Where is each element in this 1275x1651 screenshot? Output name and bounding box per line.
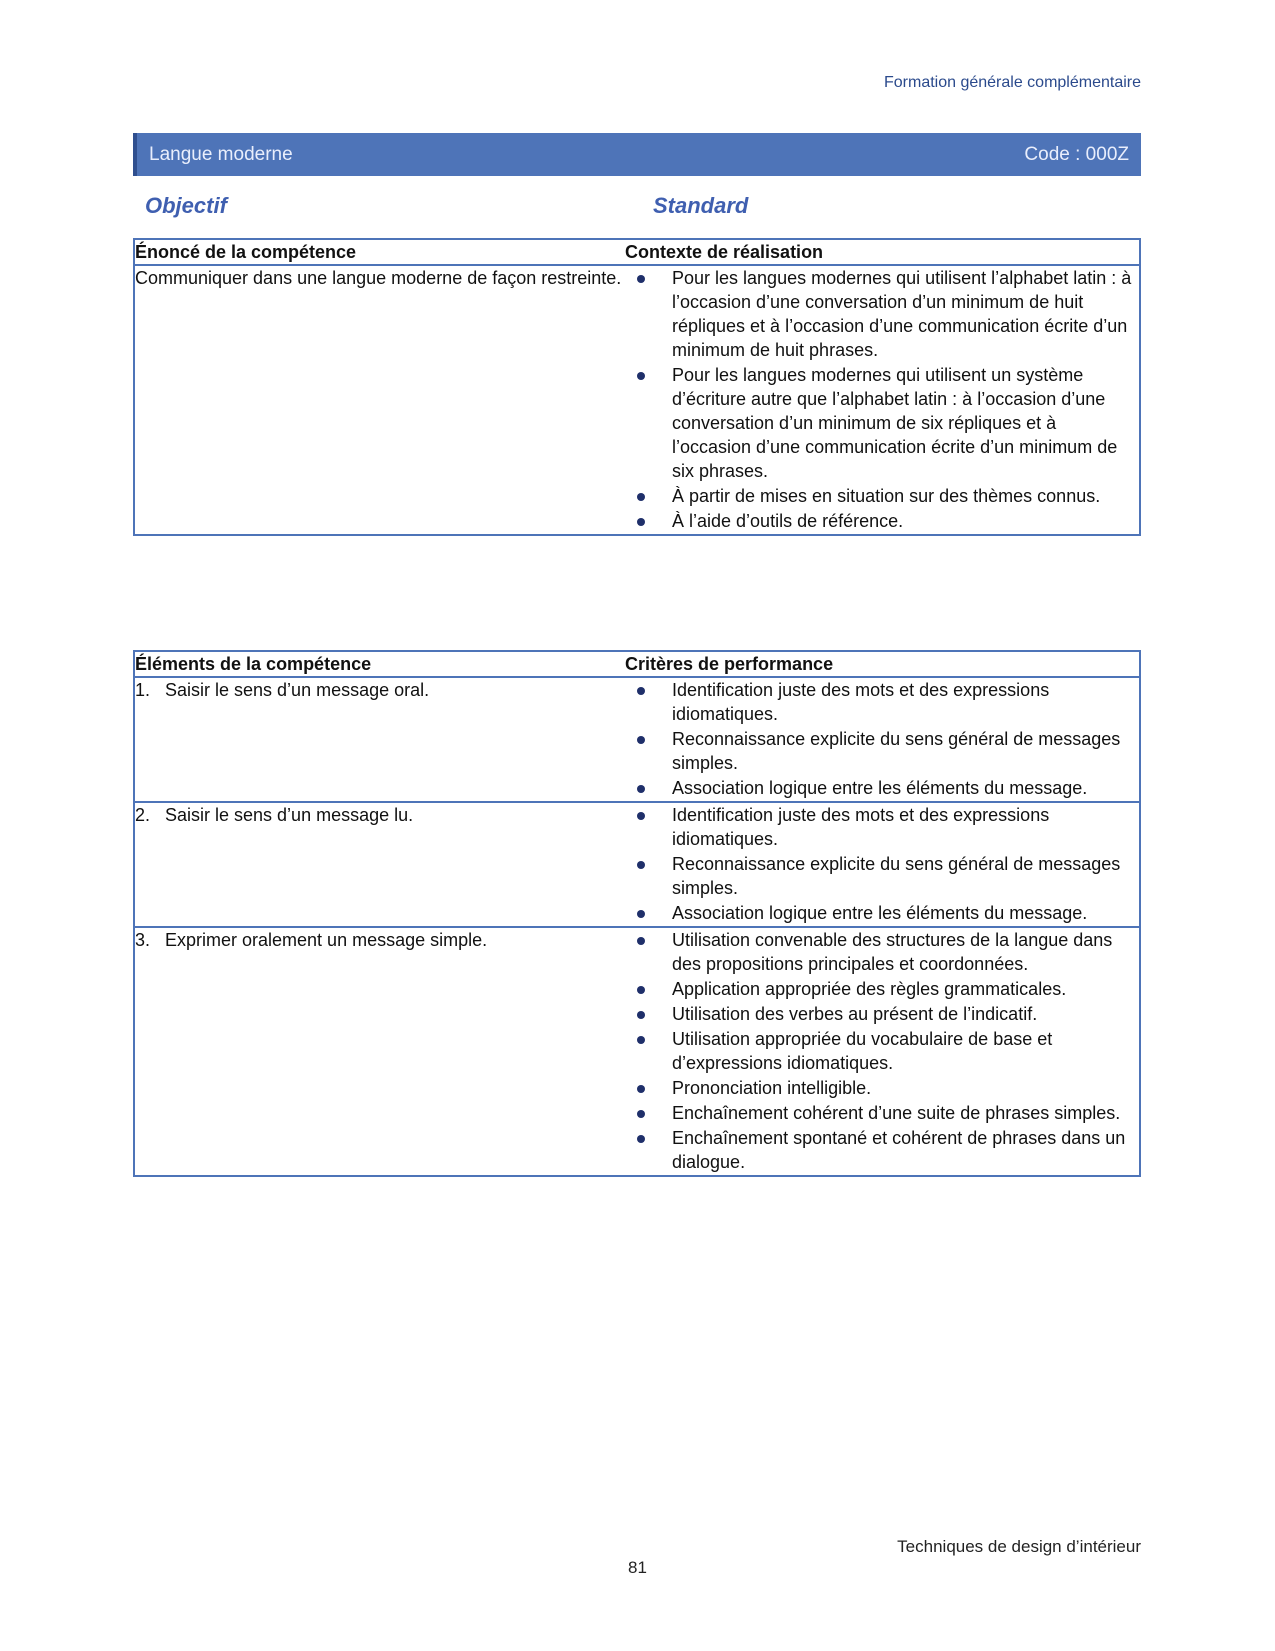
- criteria-list: [625, 928, 1139, 1174]
- elements-header: Éléments de la compétence: [134, 651, 625, 677]
- criterion-item: Application appropriée des règles grammaticales.: [625, 977, 1139, 1001]
- criterion-item: Utilisation convenable des structures de la langue dans des propositions principales et coordonnées.: [625, 928, 1139, 976]
- course-title: Langue moderne: [149, 143, 293, 165]
- criteria-list: [625, 803, 1139, 925]
- criterion-item: Reconnaissance explicite du sens général de messages simples.: [625, 852, 1139, 900]
- criterion-item: Utilisation appropriée du vocabulaire de base et d’expressions idiomatiques.: [625, 1027, 1139, 1075]
- criterion-item: Utilisation des verbes au présent de l’indicatif.: [625, 1002, 1139, 1026]
- statement-header: Énoncé de la compétence: [134, 239, 625, 265]
- context-item: À l’aide d’outils de référence.: [625, 509, 1139, 533]
- element-number: 2.: [135, 805, 151, 825]
- section-heads: [145, 193, 765, 219]
- running-header: Formation générale complémentaire: [883, 74, 1141, 91]
- footer-program: Techniques de design d’intérieur: [897, 1537, 1141, 1556]
- competency-statement-table: [133, 238, 1141, 536]
- element-text: Exprimer oralement un message simple.: [165, 930, 488, 950]
- context-item: Pour les langues modernes qui utilisent l’alphabet latin : à l’occasion d’une conversation d’un minimum de huit répliques et à l’occasion d’une communication écrite d’un minimum de huit phrases.: [625, 266, 1139, 362]
- objective-heading: Objectif: [145, 193, 227, 218]
- criterion-item: Reconnaissance explicite du sens général de messages simples.: [625, 727, 1139, 775]
- criterion-item: Enchaînement spontané et cohérent de phrases dans un dialogue.: [625, 1126, 1139, 1174]
- criterion-item: Association logique entre les éléments du message.: [625, 776, 1139, 800]
- context-list: [625, 266, 1139, 533]
- criterion-item: Enchaînement cohérent d’une suite de phrases simples.: [625, 1101, 1139, 1125]
- course-code: Code : 000Z: [1024, 143, 1129, 165]
- competency-elements-table: [133, 650, 1141, 1177]
- criterion-item: Association logique entre les éléments du message.: [625, 901, 1139, 925]
- element-number: 1.: [135, 680, 151, 700]
- competency-statement: Communiquer dans une langue moderne de façon restreinte.: [135, 268, 622, 288]
- context-item: Pour les langues modernes qui utilisent un système d’écriture autre que l’alphabet latin : à l’occasion d’une conversation d’un minimum de six répliques et à l’occasion d’une communication écrite d’un minimum de six phrases.: [625, 363, 1139, 483]
- criterion-item: Identification juste des mots et des expressions idiomatiques.: [625, 678, 1139, 726]
- element-text: Saisir le sens d’un message oral.: [165, 680, 430, 700]
- element-row: [134, 802, 1140, 927]
- element-row: [134, 677, 1140, 802]
- standard-heading: Standard: [653, 193, 749, 218]
- page-number: 81: [628, 1558, 647, 1577]
- criterion-item: Identification juste des mots et des expressions idiomatiques.: [625, 803, 1139, 851]
- element-row: [134, 927, 1140, 1176]
- element-number: 3.: [135, 930, 151, 950]
- criteria-header: Critères de performance: [625, 651, 1140, 677]
- course-banner: [133, 133, 1141, 176]
- criteria-list: [625, 678, 1139, 800]
- criterion-item: Prononciation intelligible.: [625, 1076, 1139, 1100]
- context-header: Contexte de réalisation: [625, 239, 1140, 265]
- element-text: Saisir le sens d’un message lu.: [165, 805, 414, 825]
- context-item: À partir de mises en situation sur des thèmes connus.: [625, 484, 1139, 508]
